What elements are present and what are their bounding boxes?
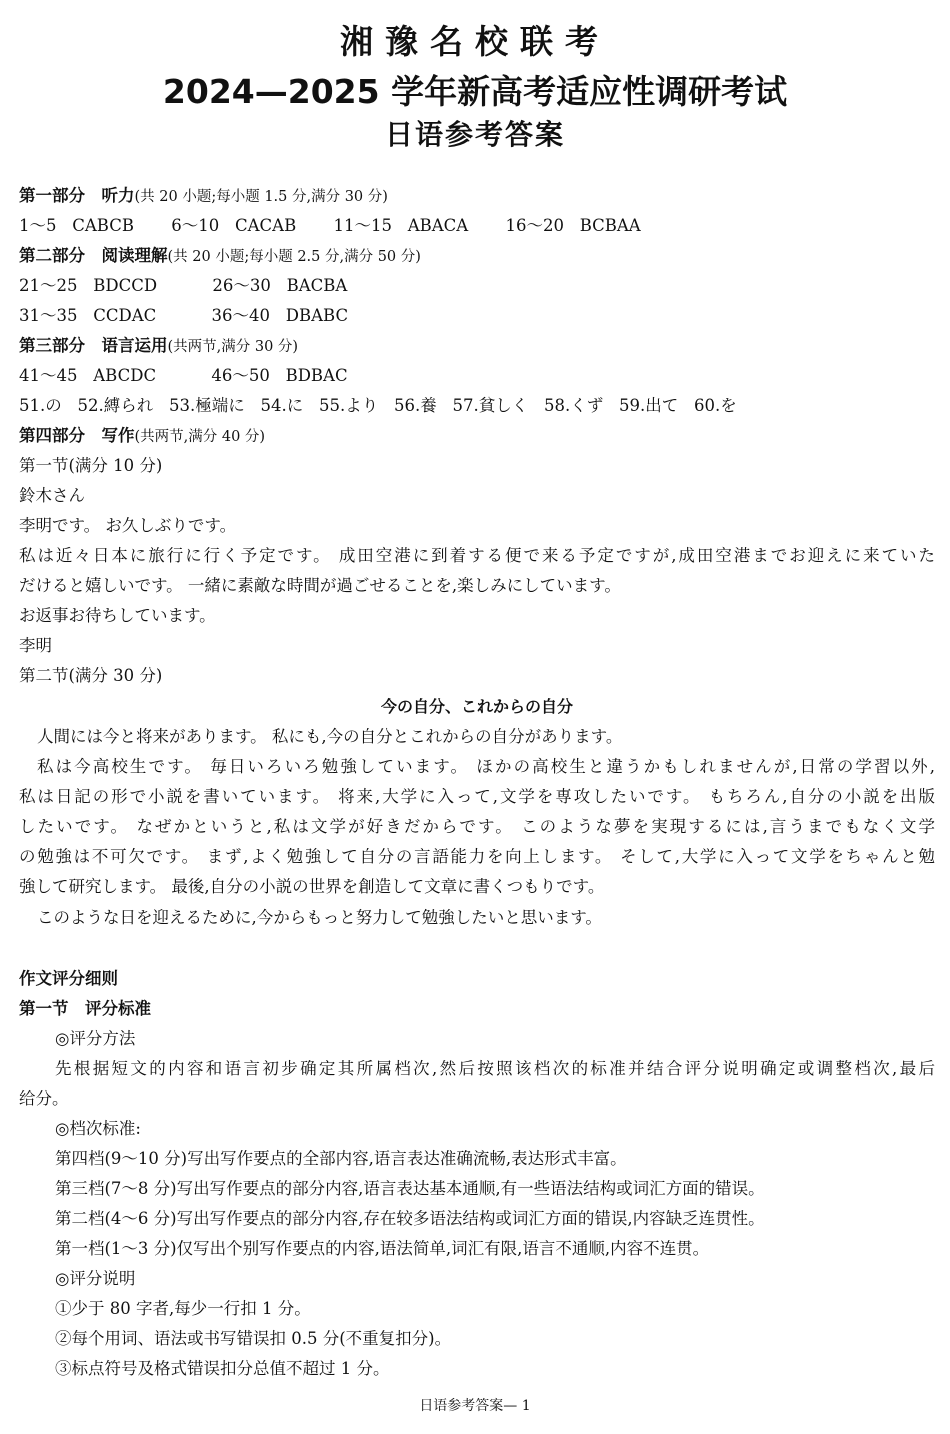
part1-heading: 第一部分 听力	[19, 186, 135, 205]
answer-range: 11～15	[333, 216, 392, 235]
rubric-heading: 作文评分细则	[19, 969, 118, 988]
answer-range: 46～50	[211, 366, 270, 385]
essay-paragraph: 人間には今と将来があります。 私にも,今の自分とこれからの自分があります。	[37, 727, 623, 746]
answer-range: 41～45	[19, 366, 78, 385]
essay-line: 私は今高校生です。 毎日いろいろ勉強しています。 ほかの高校生と違うかもしれませんが,日常の学習以外,	[37, 757, 935, 776]
answer-letters: CACAB	[234, 216, 297, 235]
essay-title: 今の自分、これからの自分	[380, 697, 573, 716]
rubric-section1: 第一节 评分标准	[19, 999, 151, 1018]
rubric-level-1: 第一档(1～3 分)仅写出个别写作要点的内容,语法简单,词汇有限,语言不通顺,内容不连贯。	[55, 1239, 710, 1258]
part1-note: (共 20 小题;每小题 1.5 分,满分 30 分)	[134, 189, 388, 205]
rubric-method-line: 先根据短文的内容和语言初步确定其所属档次,然后按照该档次的标准并结合评分说明确定或调整档次,最后	[55, 1059, 935, 1078]
answer-key-title: 日语参考答案	[384, 118, 565, 151]
fill-answer: 59.出て	[619, 396, 679, 415]
letter-line: 李明です。 お久しぶりです。	[19, 516, 237, 535]
fill-answer: 58.くず	[544, 396, 604, 415]
essay-line: したいです。 なぜかというと,私は文学が好きだからです。 このような夢を実現するには,言うまでもなく文学	[19, 817, 935, 836]
letter-signature: 李明	[19, 636, 52, 655]
answer-letters: CABCB	[72, 216, 134, 235]
rubric-level-4: 第四档(9～10 分)写出写作要点的全部内容,语言表达准确流畅,表达形式丰富。	[55, 1149, 627, 1168]
answer-range: 31～35	[19, 306, 78, 325]
answer-letters: BDBAC	[285, 366, 348, 385]
essay-line: の勉強は不可欠です。 まず,よく勉強して自分の言語能力を向上します。 そして,大学に入って文学をちゃんと勉	[19, 847, 935, 866]
part4-header	[19, 421, 935, 451]
letter-recipient: 鈴木さん	[19, 486, 85, 505]
answer-range: 6～10	[171, 216, 220, 235]
part1-answers	[19, 211, 935, 241]
rubric-method-label: ◎评分方法	[55, 1029, 136, 1048]
answer-range: 1～5	[19, 216, 57, 235]
fill-answer: 54.に	[260, 396, 304, 415]
answer-range: 36～40	[211, 306, 271, 325]
part2-answers-row2	[19, 301, 935, 331]
part1-header	[19, 181, 935, 211]
letter-line: 私は近々日本に旅行に行く予定です。 成田空港に到着する便で来る予定ですが,成田空港までお迎えに来ていた	[19, 546, 935, 565]
fill-answer: 52.縛られ	[77, 396, 154, 415]
essay-line: 私は日記の形で小説を書いています。 将来,大学に入って,文学を専攻したいです。 もちろん,自分の小説を出版	[19, 787, 935, 806]
answer-range: 21～25	[19, 276, 78, 295]
section2-label: 第二节(满分 30 分)	[19, 666, 163, 685]
part3-answers-row1	[19, 361, 935, 391]
exam-org-title: 湘豫名校联考	[340, 22, 610, 61]
letter-line: だけると嬉しいです。 一緒に素敵な時間が過ごせることを,楽しみにしています。	[19, 576, 621, 595]
page-footer: 日语参考答案— 1	[419, 1398, 531, 1414]
part4-heading: 第四部分 写作	[19, 426, 135, 445]
part2-note: (共 20 小题;每小题 2.5 分,满分 50 分)	[167, 249, 421, 265]
essay-line: 強して研究します。 最後,自分の小説の世界を創造して文章に書くつもりです。	[19, 877, 605, 896]
fill-answer: 60.を	[694, 396, 737, 415]
answer-letters: DBABC	[285, 306, 349, 325]
fill-answer: 57.貧しく	[452, 396, 529, 415]
fill-answer: 56.養	[394, 396, 437, 415]
answer-letters: BDCCD	[93, 276, 158, 295]
essay-paragraph: このような日を迎えるために,今からもっと努力して勉強したいと思います。	[37, 908, 602, 927]
rubric-note-1: ①少于 80 字者,每少一行扣 1 分。	[55, 1299, 311, 1318]
part4-note: (共两节,满分 40 分)	[134, 429, 266, 445]
rubric-notes-label: ◎评分说明	[55, 1269, 136, 1288]
answer-letters: BCBAA	[579, 216, 641, 235]
part3-fill-answers	[19, 391, 935, 421]
rubric-note-2: ②每个用词、语法或书写错误扣 0.5 分(不重复扣分)。	[55, 1329, 452, 1348]
part3-header	[19, 331, 935, 361]
rubric-levels-label: ◎档次标准:	[55, 1119, 141, 1138]
answer-range: 26～30	[212, 276, 271, 295]
rubric-note-3: ③标点符号及格式错误扣分总值不超过 1 分。	[55, 1359, 390, 1378]
exam-title: 2024—2025 学年新高考适应性调研考试	[162, 72, 788, 111]
part3-note: (共两节,满分 30 分)	[167, 339, 299, 355]
part3-heading: 第三部分 语言运用	[19, 336, 168, 355]
fill-answer: 51.の	[19, 396, 62, 415]
answer-range: 16～20	[505, 216, 564, 235]
section1-label: 第一节(满分 10 分)	[19, 456, 163, 475]
fill-answer: 53.極端に	[169, 396, 245, 415]
part2-answers-row1	[19, 271, 935, 301]
fill-answer: 55.より	[319, 396, 379, 415]
answer-letters: ABCDC	[93, 366, 157, 385]
letter-line: お返事お待ちしています。	[19, 606, 216, 625]
part2-heading: 第二部分 阅读理解	[19, 246, 168, 265]
part2-header	[19, 241, 935, 271]
rubric-method-line: 给分。	[19, 1089, 69, 1108]
answer-letters: CCDAC	[93, 306, 157, 325]
rubric-level-2: 第二档(4～6 分)写出写作要点的部分内容,存在较多语法结构或词汇方面的错误,内容缺乏连贯性。	[55, 1209, 765, 1228]
rubric-level-3: 第三档(7～8 分)写出写作要点的部分内容,语言表达基本通顺,有一些语法结构或词汇方面的错误。	[55, 1179, 765, 1198]
answer-letters: BACBA	[286, 276, 348, 295]
answer-letters: ABACA	[407, 216, 469, 235]
